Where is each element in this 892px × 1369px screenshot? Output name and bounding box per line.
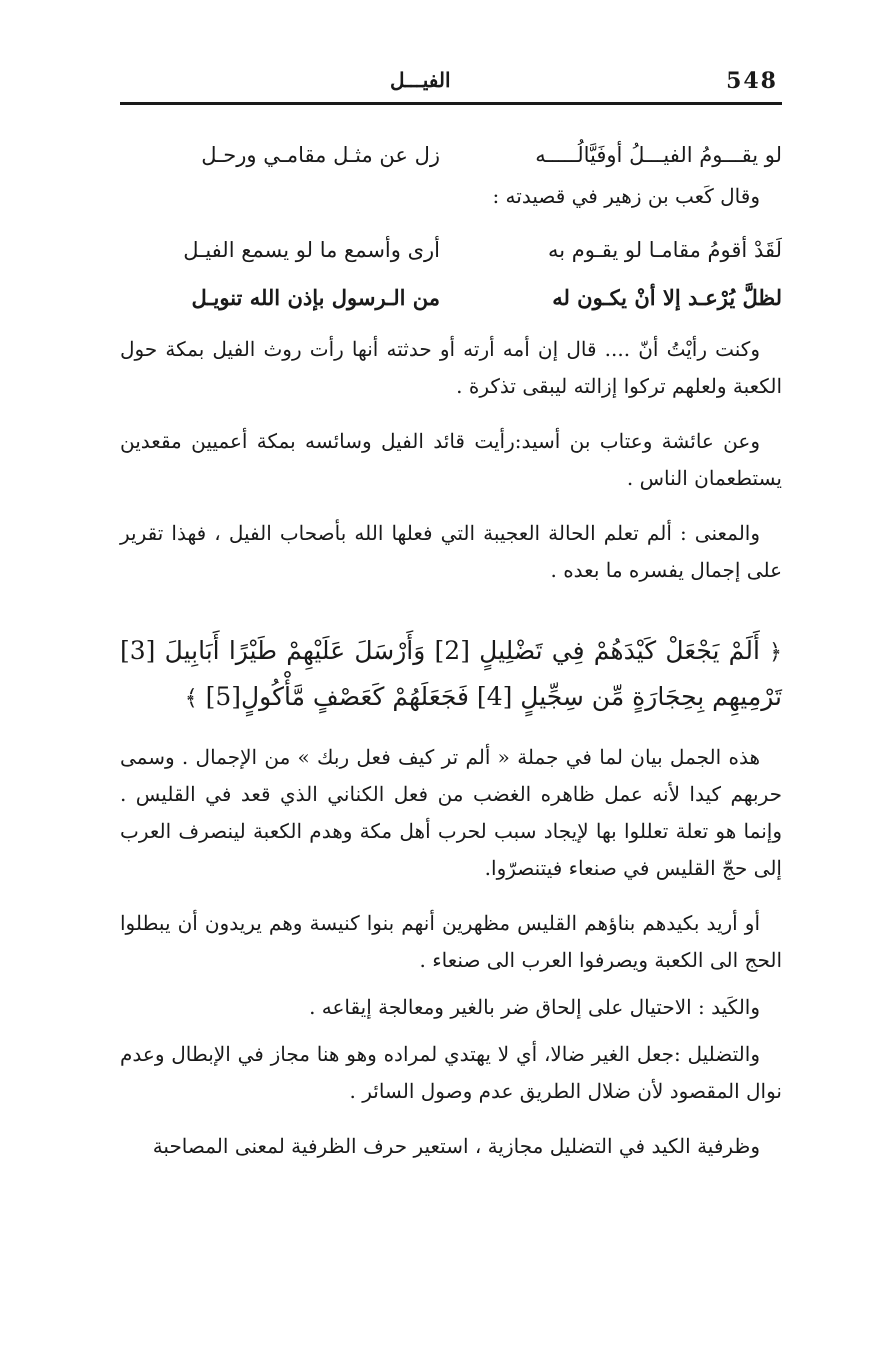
paragraph: وظرفية الكيد في التضليل مجازية ، استعير حرف الظرفية لمعنى المصاحبة bbox=[152, 1134, 760, 1158]
header-rule bbox=[120, 102, 782, 105]
paragraph: وكنت رأيْتُ أنّ .... قال إن أمه أرته أو حدثته أنها رأت روث الفيل بمكة حول الكعبة ولعلهم تركوا إزالته ليبقى تذكرة . bbox=[120, 337, 782, 398]
page-number: 548 bbox=[726, 68, 778, 94]
page-body bbox=[120, 130, 782, 1165]
paragraph: أو أريد بكيدهم بناؤهم القليس مظهرين أنهم بنوا كنيسة وهم يريدون أن يبطلوا الحج الى الكعبة ويصرفوا العرب الى صنعاء . bbox=[120, 911, 782, 972]
quran-text: أَلَمْ يَجْعَلْ كَيْدَهُمْ فِي تَضْلِيلٍ [2] وَأَرْسَلَ عَلَيْهِمْ طَيْرًا أَبَابِيلَ [3] تَرْمِيهِم بِحِجَارَةٍ مِّن سِجِّيلٍ [4] فَجَعَلَهُمْ كَعَصْفٍ مَّأْكُولٍ[5] bbox=[120, 636, 782, 711]
poem-verse bbox=[120, 225, 782, 273]
poem-verse bbox=[120, 130, 782, 178]
page-header bbox=[120, 62, 782, 102]
verse-second-hemistich: أرى وأسمع ما لو يسمع الفيـل bbox=[183, 238, 440, 262]
paragraph: والكَيد : الاحتيال على إلحاق ضر بالغير ومعالجة إيقاعه . bbox=[309, 995, 760, 1019]
verse-second-hemistich: من الـرسول بإذن الله تنويـل bbox=[191, 285, 440, 310]
verse-first-hemistich: لظلَّ يُرْعـد إلا أنْ يكـون له bbox=[552, 285, 782, 310]
chapter-title: الفيـــل bbox=[390, 68, 451, 92]
verse-first-hemistich: لَقَدْ أقومُ مقامـا لو يقـوم به bbox=[547, 238, 782, 262]
paragraph: وعن عائشة وعتاب بن أسيد:رأيت قائد الفيل وسائسه بمكة أعميين مقعدين يستطعمان الناس . bbox=[120, 429, 782, 490]
verse-first-hemistich: لو يقـــومُ الفيـــلُ أوفَيَّالُـــــه bbox=[535, 143, 782, 167]
quran-verses bbox=[120, 629, 782, 721]
paragraph: والمعنى : ألم تعلم الحالة العجيبة التي فعلها الله بأصحاب الفيل ، فهذا تقرير على إجمال يفسره ما بعده . bbox=[120, 521, 782, 582]
close-ornament: ﴾ bbox=[184, 686, 198, 711]
poem-intro: وقال كَعب بن زهير في قصيدته : bbox=[492, 184, 760, 208]
poem-verse bbox=[120, 273, 782, 321]
paragraph: والتضليل :جعل الغير ضالا، أي لا يهتدي لمراده وهو هنا مجاز في الإبطال وعدم نوال المقصود لأن ضلال الطريق عدم وصول السائر . bbox=[120, 1042, 782, 1103]
paragraph: هذه الجمل بيان لما في جملة « ألم تر كيف فعل ربك » من الإجمال . وسمى حربهم كيدا لأنه عمل ظاهره الغضب من فعل الكناني الذي قعد في القليس . وإنما هو تعلة تعللوا بها لإيجاد سبب لحرب أهل مكة وهدم الكعبة لينصرف العرب إلى حجّ القليس في صنعاء فيتنصرّوا. bbox=[120, 745, 782, 880]
open-ornament: ﴿ bbox=[769, 640, 782, 665]
verse-second-hemistich: زل عن مثـل مقامـي ورحـل bbox=[201, 143, 440, 167]
